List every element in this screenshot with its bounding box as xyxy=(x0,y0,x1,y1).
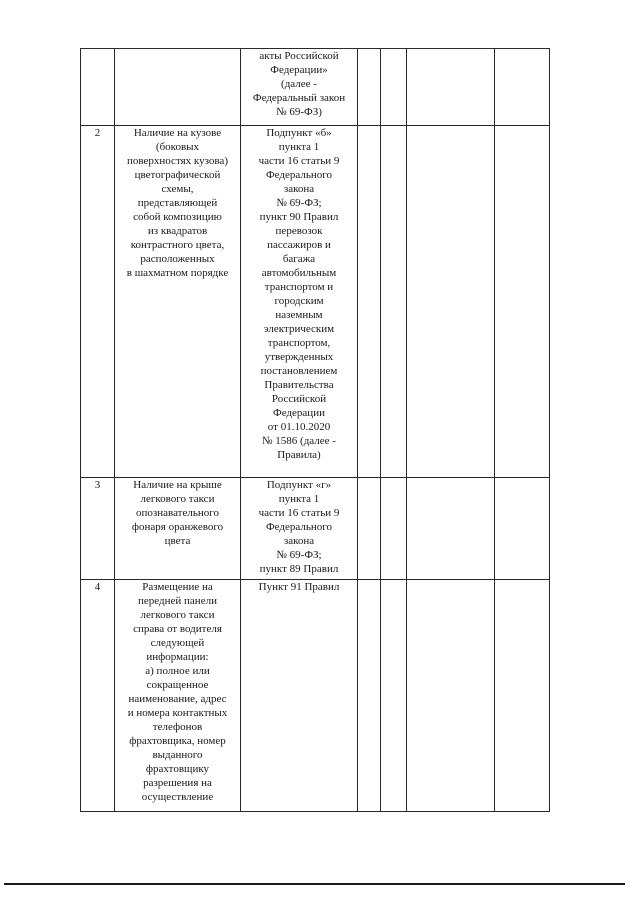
empty-cell xyxy=(407,126,495,478)
legal-basis-cell xyxy=(241,49,358,126)
requirement-cell-text: Размещение на передней панели легкового такси справа от водителя следующей информации: а) полное или сокращенное наименование, адрес и номера контактных телефонов фрахтовщика, номер выданного фрахтовщику разрешения на осуществление xyxy=(127,581,228,803)
requirement-cell xyxy=(115,49,241,126)
legal-basis-cell xyxy=(241,478,358,580)
empty-cell xyxy=(381,478,407,580)
empty-cell xyxy=(358,478,381,580)
row-number-cell xyxy=(81,580,115,812)
empty-cell xyxy=(381,126,407,478)
empty-cell xyxy=(407,49,495,126)
requirement-cell xyxy=(115,126,241,478)
requirements-table xyxy=(80,48,550,812)
footer-rule xyxy=(4,883,625,885)
row-number-cell xyxy=(81,478,115,580)
row-number-cell xyxy=(81,126,115,478)
table-row xyxy=(81,49,550,126)
empty-cell xyxy=(358,49,381,126)
row-number-cell-text: 2 xyxy=(94,127,101,139)
empty-cell xyxy=(495,580,550,812)
legal-basis-cell-text: Подпункт «г» пункта 1 части 16 статьи 9 Федерального закона № 69-ФЗ; пункт 89 Правил xyxy=(258,479,340,575)
row-number-cell-text: 3 xyxy=(94,479,101,491)
requirement-cell-text: Наличие на крыше легкового такси опознавательного фонаря оранжевого цвета xyxy=(131,479,224,547)
empty-cell xyxy=(407,478,495,580)
empty-cell xyxy=(495,49,550,126)
empty-cell xyxy=(381,580,407,812)
table-row xyxy=(81,126,550,478)
empty-cell xyxy=(495,478,550,580)
legal-basis-cell xyxy=(241,580,358,812)
table-row xyxy=(81,478,550,580)
legal-basis-cell xyxy=(241,126,358,478)
empty-cell xyxy=(495,126,550,478)
row-number-cell-text: 4 xyxy=(94,581,101,593)
empty-cell xyxy=(381,49,407,126)
legal-basis-cell-text: Пункт 91 Правил xyxy=(258,581,340,593)
empty-cell xyxy=(358,580,381,812)
requirement-cell-text: Наличие на кузове (боковых поверхностях кузова) цветографической схемы, представляющей собой композицию из квадратов контрастного цвета, расположенных в шахматном порядке xyxy=(126,127,229,279)
requirement-cell xyxy=(115,478,241,580)
table-row xyxy=(81,580,550,812)
legal-basis-cell-text: акты Российской Федерации» (далее - Федеральный закон № 69-ФЗ) xyxy=(252,50,346,118)
requirement-cell xyxy=(115,580,241,812)
empty-cell xyxy=(407,580,495,812)
legal-basis-cell-text: Подпункт «б» пункта 1 части 16 статьи 9 Федерального закона № 69-ФЗ; пункт 90 Правил перевозок пассажиров и багажа автомобильным транспортом и городским наземным электрическим транспортом, утвержденных постановлением Правительства Российской Федерации от 01.10.2020 № 1586 (далее - Правила) xyxy=(258,127,340,461)
row-number-cell xyxy=(81,49,115,126)
empty-cell xyxy=(358,126,381,478)
